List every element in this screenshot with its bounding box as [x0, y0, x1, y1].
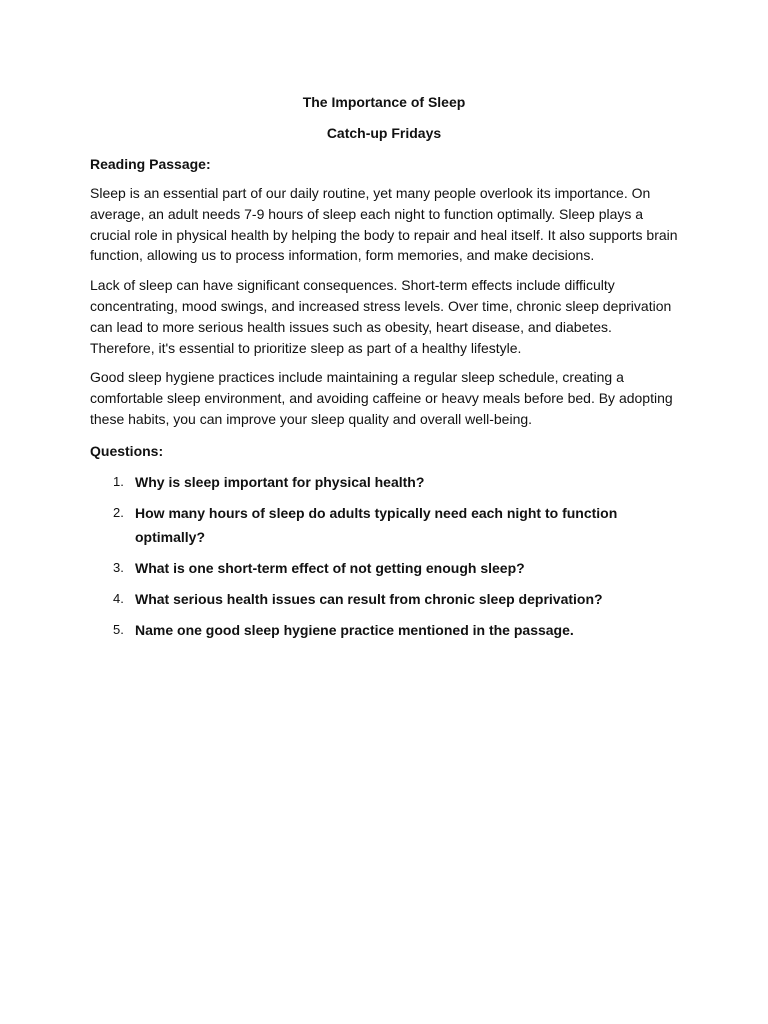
- question-text: What serious health issues can result from chronic sleep deprivation?: [135, 590, 603, 607]
- questions-list: [90, 470, 678, 642]
- question-item: [90, 501, 678, 549]
- question-number: 3.: [113, 559, 124, 575]
- question-number: 4.: [113, 590, 124, 606]
- passage-paragraph-2: Lack of sleep can have significant consequences. Short-term effects include difficulty concentrating, mood swings, and increased stress levels. Over time, chronic sleep deprivation can lead to more serious health issues such as obesity, heart disease, and diabetes. Therefore, it's essential to prioritize sleep as part of a healthy lifestyle.: [90, 277, 672, 356]
- question-number: 2.: [113, 504, 124, 520]
- questions-heading: Questions:: [90, 442, 164, 459]
- question-item: [90, 556, 678, 580]
- question-text: Why is sleep important for physical health?: [135, 473, 425, 490]
- question-text: How many hours of sleep do adults typically need each night to function optimally?: [135, 504, 618, 545]
- reading-passage-heading: Reading Passage:: [90, 156, 211, 172]
- question-number: 1.: [113, 473, 124, 489]
- question-text: What is one short-term effect of not getting enough sleep?: [135, 559, 525, 576]
- document-subtitle: Catch-up Fridays: [326, 125, 442, 141]
- question-item: [90, 618, 678, 642]
- question-item: [90, 470, 678, 494]
- question-item: [90, 587, 678, 611]
- question-number: 5.: [113, 621, 124, 637]
- question-text: Name one good sleep hygiene practice mentioned in the passage.: [135, 621, 574, 638]
- document-title: The Importance of Sleep: [302, 94, 466, 110]
- passage-paragraph-3: Good sleep hygiene practices include maintaining a regular sleep schedule, creating a comfortable sleep environment, and avoiding caffeine or heavy meals before bed. By adopting these habits, you can improve your sleep quality and overall well-being.: [90, 369, 673, 427]
- passage-paragraph-1: Sleep is an essential part of our daily routine, yet many people overlook its importance. On average, an adult needs 7-9 hours of sleep each night to function optimally. Sleep plays a crucial role in physical health by helping the body to repair and heal itself. It also supports brain function, allowing us to process information, form memories, and make decisions.: [90, 185, 678, 264]
